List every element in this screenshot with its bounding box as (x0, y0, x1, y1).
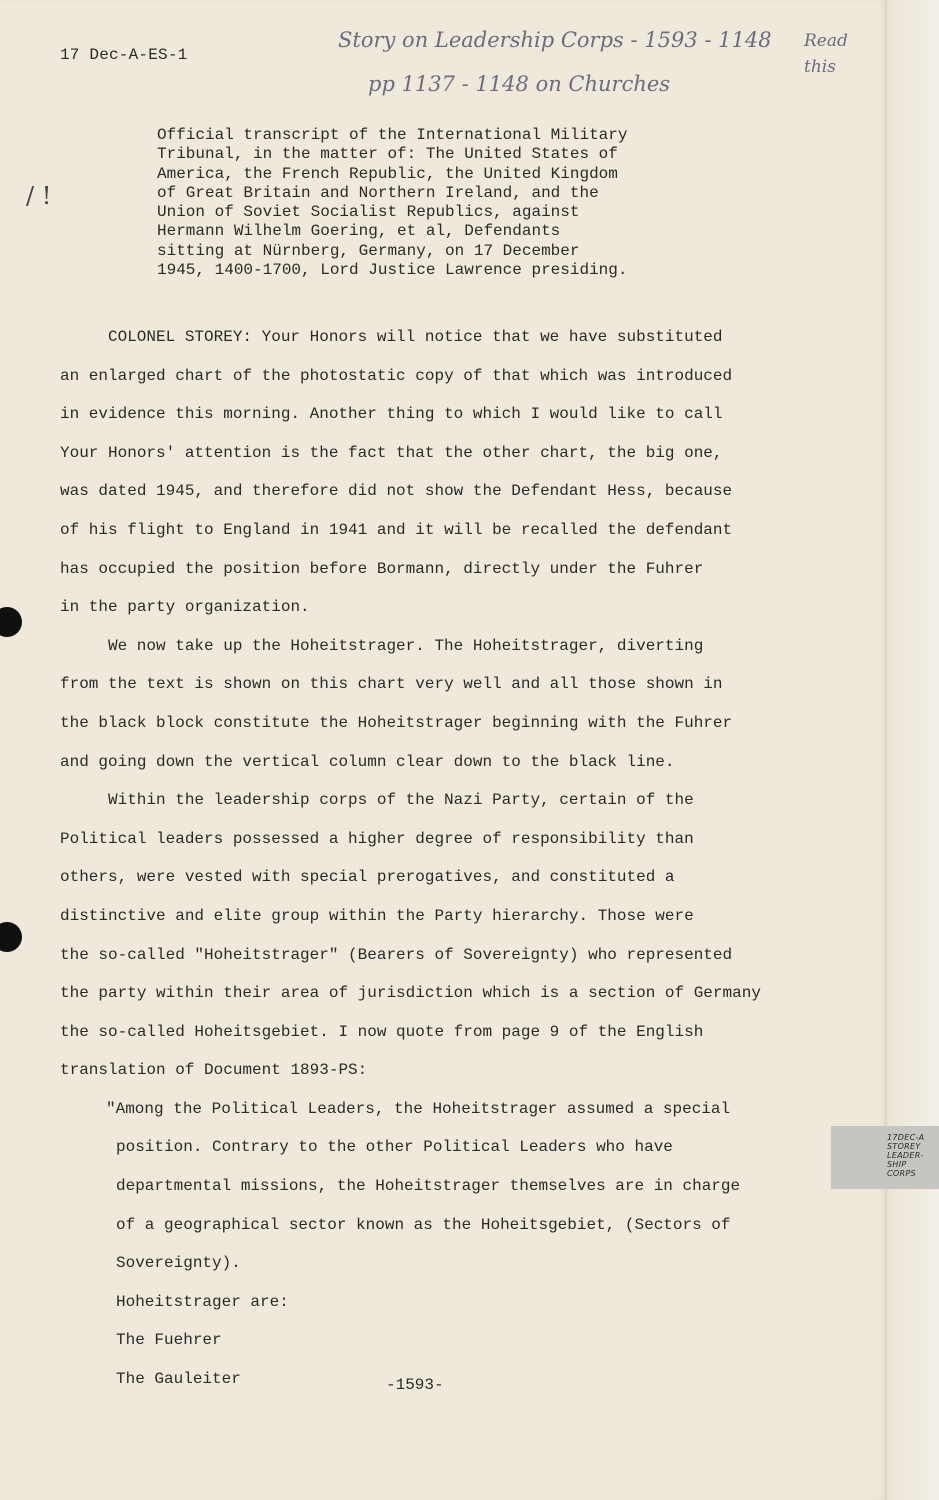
transcript-header (157, 126, 677, 280)
transcript-body (60, 318, 780, 1399)
body-line: distinctive and elite group within the Party hierarchy. Those were (60, 906, 694, 925)
body-line: others, were vested with special prerogatives, and constituted a (60, 868, 675, 887)
tab-label-line: 17DEC-A (887, 1133, 925, 1142)
handwritten-note-line1: Story on Leadership Corps - 1593 - 1148 (338, 28, 772, 52)
header-line: Hermann Wilhelm Goering, et al, Defendants (157, 222, 561, 241)
body-line: an enlarged chart of the photostatic copy of that which was introduced (60, 366, 733, 385)
body-line: from the text is shown on this chart very well and all those shown in (60, 675, 723, 694)
body-line: of a geographical sector known as the Hoheitsgebiet, (Sectors of (116, 1215, 731, 1234)
page-edge (885, 0, 939, 1500)
archive-tab-label (831, 1126, 939, 1189)
punch-hole (0, 922, 22, 952)
body-line: COLONEL STOREY: Your Honors will notice that we have substituted (108, 328, 723, 346)
header-line: sitting at Nürnberg, Germany, on 17 December (157, 241, 580, 260)
body-line: Your Honors' attention is the fact that the other chart, the big one, (60, 443, 723, 462)
body-line: Political leaders possessed a higher degree of responsibility than (60, 829, 694, 848)
header-line: America, the French Republic, the United Kingdom (157, 164, 618, 183)
margin-mark: / ! (26, 182, 52, 210)
body-line: Within the leadership corps of the Nazi Party, certain of the (108, 791, 694, 810)
body-line: We now take up the Hoheitstrager. The Hoheitstrager, diverting (108, 636, 704, 655)
body-line: the so-called "Hoheitstrager" (Bearers of Sovereignty) who represented (60, 945, 733, 964)
tab-label-line: SHIP (887, 1160, 907, 1169)
document-id: 17 Dec-A-ES-1 (60, 46, 188, 64)
body-line: departmental missions, the Hoheitstrager themselves are in charge (116, 1177, 741, 1196)
header-line: Tribunal, in the matter of: The United States of (157, 145, 618, 164)
body-line: has occupied the position before Bormann, directly under the Fuhrer (60, 559, 704, 578)
body-line: and going down the vertical column clear down to the black line. (60, 752, 675, 771)
tab-label-line: CORPS (887, 1169, 916, 1178)
body-line: was dated 1945, and therefore did not show the Defendant Hess, because (60, 482, 733, 501)
body-line: Hoheitstrager are: (116, 1292, 289, 1311)
header-line: Union of Soviet Socialist Republics, against (157, 203, 580, 222)
body-line: in evidence this morning. Another thing to which I would like to call (60, 405, 723, 424)
body-line: Sovereignty). (116, 1254, 241, 1273)
punch-hole (0, 607, 22, 637)
body-line: position. Contrary to the other Political Leaders who have (116, 1138, 673, 1157)
handwritten-note-line2: pp 1137 - 1148 on Churches (368, 72, 671, 96)
tab-label-line: STOREY (887, 1142, 921, 1151)
body-line: translation of Document 1893-PS: (60, 1061, 368, 1080)
header-line: of Great Britain and Northern Ireland, and the (157, 183, 599, 202)
body-line: of his flight to England in 1941 and it will be recalled the defendant (60, 520, 733, 539)
body-line: in the party organization. (60, 598, 310, 617)
header-line: Official transcript of the International Military (157, 126, 628, 144)
body-line: the so-called Hoheitsgebiet. I now quote from page 9 of the English (60, 1022, 704, 1041)
body-line: The Fuehrer (116, 1331, 222, 1350)
handwritten-corner-note: Read this (804, 31, 848, 77)
body-line: The Gauleiter (116, 1370, 241, 1389)
body-line: "Among the Political Leaders, the Hoheitstrager assumed a special (106, 1099, 731, 1118)
body-line: the party within their area of jurisdiction which is a section of Germany (60, 984, 761, 1003)
tab-label-line: LEADER- (887, 1151, 924, 1160)
page-number: -1593- (386, 1376, 444, 1394)
body-line: the black block constitute the Hoheitstrager beginning with the Fuhrer (60, 713, 733, 732)
header-line: 1945, 1400-1700, Lord Justice Lawrence presiding. (157, 261, 628, 280)
